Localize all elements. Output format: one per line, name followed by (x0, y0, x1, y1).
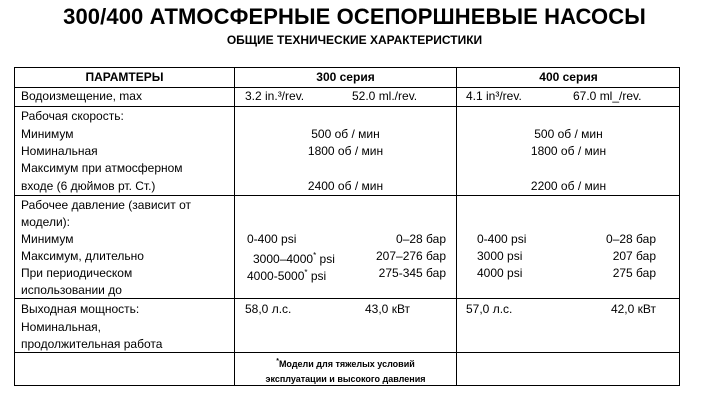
speed-400-min: 500 об / мин (534, 127, 603, 141)
pressure-300-min-bar: 0–28 бар (396, 232, 446, 246)
row-divider-speed (15, 195, 679, 196)
speed-400-nominal: 1800 об / мин (530, 144, 607, 158)
asterisk-mark: * (304, 268, 308, 277)
footnote-asterisk: * (276, 358, 279, 365)
pressure-300-peak-unit: psi (307, 269, 327, 283)
pressure-400-continuous-bar: 207 бар (612, 249, 656, 263)
displacement-label: Водоизмещение, max (21, 89, 142, 103)
speed-min-label: Минимум (21, 127, 74, 141)
header-300-series: 300 серия (316, 70, 375, 84)
pressure-peak-label-line2: использовании до (21, 283, 122, 297)
displacement-400-in: 4.1 in³/rev. (466, 89, 522, 103)
column-divider-1 (234, 68, 235, 385)
pressure-400-min-psi: 0-400 psi (477, 232, 527, 246)
pressure-400-continuous-psi: 3000 psi (477, 249, 523, 263)
pressure-300-continuous-value: 3000–4000 (253, 252, 314, 266)
header-params: ПАРАМТЕРЫ (85, 70, 164, 84)
pressure-300-continuous-bar: 207–276 бар (376, 249, 446, 263)
speed-300-max: 2400 об / мин (307, 179, 384, 193)
pressure-continuous-label: Максимум, длительно (21, 249, 144, 263)
power-300-hp: 58,0 л.с. (245, 302, 292, 316)
footnote-line1-text: Модели для тяжелых условий (278, 359, 415, 369)
power-400-kw: 42,0 кВт (610, 302, 656, 316)
speed-300-nominal: 1800 об / мин (307, 144, 384, 158)
speed-label: Рабочая скорость: (21, 109, 124, 123)
pressure-300-continuous-unit: psi (316, 252, 335, 266)
power-label-line3: продолжительная работа (21, 337, 163, 351)
pressure-400-peak-bar: 275 бар (612, 266, 656, 280)
footnote-line1 (235, 356, 456, 370)
power-label-line2: Номинальная, (21, 320, 101, 334)
pressure-label-line1: Рабочее давление (зависит от (21, 198, 191, 212)
header-400-series: 400 серия (539, 70, 598, 84)
pressure-min-label: Минимум (21, 232, 74, 246)
pressure-300-peak-bar: 275-345 бар (378, 266, 446, 280)
pressure-label-line2: модели): (21, 215, 70, 229)
pressure-400-min-bar: 0–28 бар (606, 232, 656, 246)
page-title: 300/400 АТМОСФЕРНЫЕ ОСЕПОРШНЕВЫЕ НАСОСЫ (63, 4, 646, 29)
speed-300-min: 500 об / мин (311, 127, 380, 141)
pressure-300-min-psi: 0-400 psi (247, 232, 297, 246)
footnote-line2: эксплуатации и высокого давления (265, 374, 426, 384)
displacement-400-ml: 67.0 ml_/rev. (573, 89, 642, 103)
displacement-300-in: 3.2 in.³/rev. (245, 89, 305, 103)
displacement-300-ml: 52.0 ml./rev. (352, 89, 418, 103)
speed-400-max: 2200 об / мин (530, 179, 607, 193)
row-divider-power (15, 352, 679, 353)
column-divider-2 (456, 68, 457, 385)
power-400-hp: 57,0 л.с. (466, 302, 513, 316)
page-subtitle: ОБЩИЕ ТЕХНИЧЕСКИЕ ХАРАКТЕРИСТИКИ (226, 33, 483, 47)
pressure-400-peak-psi: 4000 psi (477, 266, 523, 280)
footnote (235, 356, 456, 385)
speed-nominal-label: Номинальная (21, 144, 98, 158)
asterisk-mark: * (313, 251, 317, 260)
power-300-kw: 43,0 кВт (365, 302, 411, 316)
pressure-300-peak-value: 4000-5000 (247, 269, 305, 283)
specs-table (14, 67, 680, 386)
pressure-peak-label-line1: При периодическом (21, 266, 133, 280)
row-divider-pressure (15, 298, 679, 299)
speed-max-label-line2: входе (6 дюймов рт. Ст.) (21, 179, 156, 193)
speed-max-label-line1: Максимум при атмосферном (21, 161, 183, 175)
pressure-300-peak-psi (247, 265, 326, 284)
power-label-line1: Выходная мощность: (21, 302, 140, 316)
row-divider-displacement (15, 106, 679, 107)
